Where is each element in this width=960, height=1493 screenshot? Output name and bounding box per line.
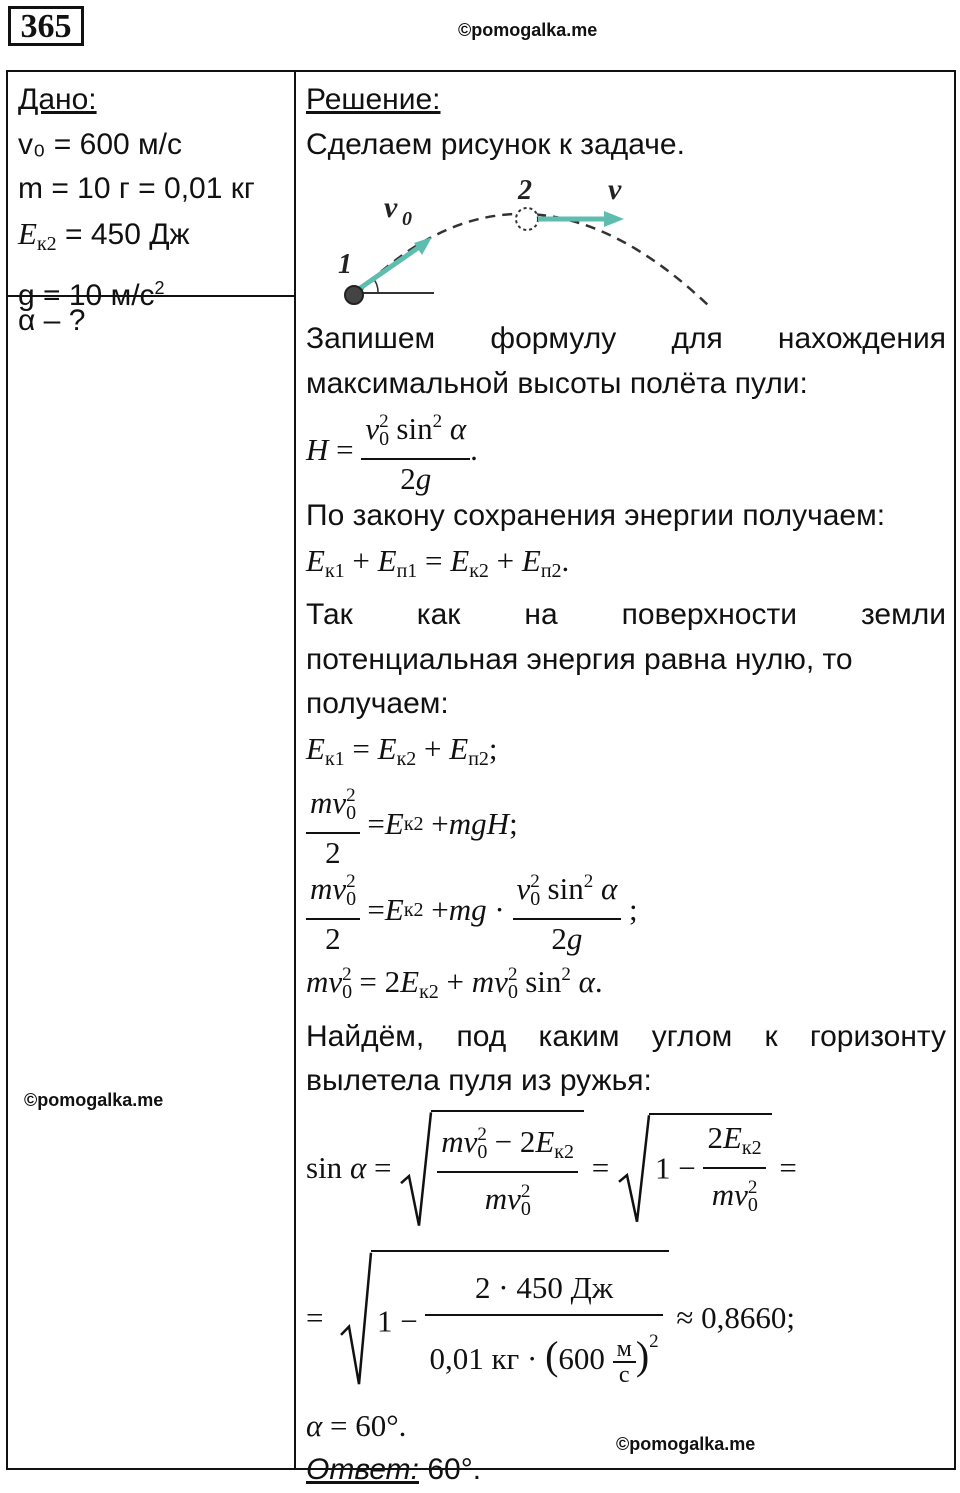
alpha-result: = 60°. bbox=[330, 1407, 407, 1443]
calc-unit-m: м bbox=[613, 1337, 636, 1363]
label-v0: v bbox=[384, 191, 398, 224]
watermark-bottom: ©pomogalka.me bbox=[616, 1434, 756, 1454]
calc-unit-s: с bbox=[618, 1361, 630, 1388]
formula-energy-conservation: $E_{к1} + E_{п1} = E_{к2} + E_{п2}$. bbox=[306, 542, 570, 582]
watermark-left: ©pomogalka.me bbox=[24, 1090, 164, 1110]
text-surface-2: потенциальная энергия равна нулю, то bbox=[306, 642, 853, 676]
formula-height: H = $\frac{v_0^2 \sin^2 \alpha}{2g}$ . bbox=[306, 406, 946, 494]
text-surface-3: получаем: bbox=[306, 687, 449, 720]
given-g: g = 10 $м/с^2$ bbox=[18, 278, 165, 312]
solution-table bbox=[6, 70, 956, 1486]
v-arrow-head bbox=[604, 211, 624, 227]
text-angle-2: вылетела пуля из ружья: bbox=[306, 1064, 652, 1097]
label-point-1: 1 bbox=[338, 249, 352, 280]
formula-simplified: $mv_0^2 = 2E_{к2} + mv_0^2$ $\sin^2 \alpha$. bbox=[306, 964, 603, 1003]
calc-den-speed: 600 bbox=[558, 1341, 605, 1377]
task-number: 365 bbox=[8, 6, 84, 46]
trajectory-svg bbox=[306, 167, 746, 317]
v0-arrow bbox=[356, 245, 422, 291]
given-g-text: g = 10 м/с bbox=[18, 279, 155, 312]
trajectory-figure bbox=[306, 167, 946, 317]
find-section: α – ? bbox=[18, 304, 86, 337]
answer-value: 60°. bbox=[419, 1453, 482, 1486]
given-mass: m = 10 г = 0,01 кг bbox=[18, 172, 255, 205]
formula-sin: sin α = $\frac{mv_0^2 - 2E_{к2}}{mv_0^2}$ = 1 − $\frac{2E_{к2}}{mv_0^2}$ = bbox=[306, 1104, 946, 1234]
answer-label: Ответ: bbox=[306, 1453, 419, 1486]
point-2-circle bbox=[516, 208, 538, 230]
text-angle-1: Найдём, под каким углом к горизонту bbox=[306, 1019, 946, 1053]
text-surface-1: Так как на поверхности земли bbox=[306, 598, 946, 631]
formula-numeric: = 1 − 2 · 450 Дж 0,01 кг · (600 $\frac{м}{с}$ )$^2$ ≈ 0,8660; bbox=[306, 1234, 946, 1404]
formula-ek1: $E_{к1} = E_{к2} + E_{п2}$; bbox=[306, 730, 498, 770]
given-ek2: $E_{к2} = 450$ Дж bbox=[18, 215, 190, 255]
calc-den-mass: 0,01 кг · bbox=[429, 1341, 546, 1377]
calc-result: ≈ 0,8660; bbox=[676, 1300, 796, 1336]
text-energy: По закону сохранения энергии получаем: bbox=[306, 499, 886, 532]
formula-substituted: $\frac{mv_0^2}{2}$ = E к2 + mg · $\frac{v_0^2 \sin^2 \alpha}{2g}$ ; bbox=[306, 867, 946, 953]
point-1-ball bbox=[345, 286, 363, 304]
solution-section bbox=[306, 78, 946, 1493]
solution-title: Решение: bbox=[306, 83, 441, 116]
calc-numerator: 2 · 450 Дж bbox=[425, 1262, 662, 1316]
solution-intro: Сделаем рисунок к задаче. bbox=[306, 127, 685, 161]
text-height-2: максимальной высоты полёта пули: bbox=[306, 366, 808, 400]
label-v0-sub: 0 bbox=[402, 208, 412, 230]
formula-mgh: $\frac{mv_0^2}{2}$ = E к2 + mgH ; bbox=[306, 781, 946, 867]
v0-arrow-head bbox=[414, 237, 432, 255]
label-point-2: 2 bbox=[518, 175, 532, 206]
given-title: Дано: bbox=[18, 83, 97, 116]
given-ek2-value: = 450 Дж bbox=[65, 217, 190, 251]
column-divider bbox=[294, 72, 296, 1468]
watermark-top: ©pomogalka.me bbox=[458, 20, 598, 40]
formula-alpha: α = 60°. bbox=[306, 1407, 407, 1443]
given-v0: v₀ = 600 м/с bbox=[18, 127, 182, 161]
label-v: v bbox=[608, 173, 622, 206]
text-height-1: Запишем формулу для нахождения bbox=[306, 322, 946, 355]
given-section bbox=[18, 78, 255, 319]
